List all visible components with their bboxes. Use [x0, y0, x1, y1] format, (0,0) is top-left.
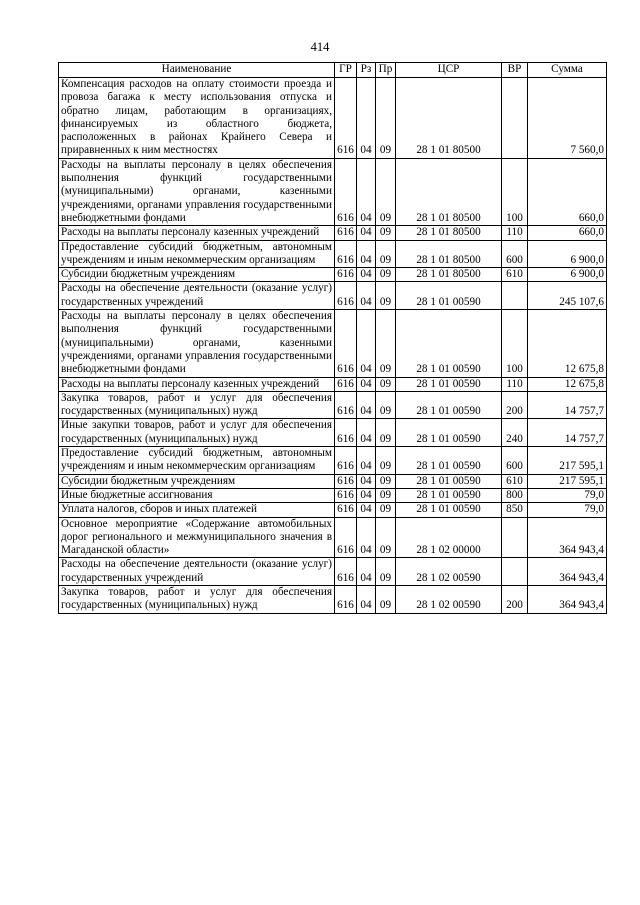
header-name: Наименование [59, 63, 335, 78]
cell-vr [502, 282, 528, 310]
cell-vr: 240 [502, 419, 528, 447]
cell-gr: 616 [335, 447, 357, 475]
cell-name: Расходы на выплаты персоналу в целях обеспечения выполнения функций государственными (муниципальными) органами, казенными учреждениями, органами управления государственными внебюджетными фондами [59, 310, 335, 377]
cell-pr: 09 [376, 517, 396, 558]
table-row [59, 226, 607, 240]
table-row [59, 474, 607, 488]
cell-sum: 7 560,0 [528, 78, 607, 159]
cell-gr: 616 [335, 240, 357, 268]
cell-csr: 28 1 01 00590 [396, 419, 502, 447]
header-rz: Рз [357, 63, 376, 78]
cell-name: Закупка товаров, работ и услуг для обеспечения государственных (муниципальных) нужд [59, 391, 335, 419]
cell-rz: 04 [357, 474, 376, 488]
cell-rz: 04 [357, 391, 376, 419]
cell-sum: 660,0 [528, 226, 607, 240]
cell-pr: 09 [376, 419, 396, 447]
table-row [59, 391, 607, 419]
cell-csr: 28 1 01 00590 [396, 377, 502, 391]
cell-sum: 364 943,4 [528, 558, 607, 586]
cell-name: Закупка товаров, работ и услуг для обеспечения государственных (муниципальных) нужд [59, 585, 335, 613]
cell-rz: 04 [357, 503, 376, 517]
cell-pr: 09 [376, 377, 396, 391]
cell-rz: 04 [357, 268, 376, 282]
cell-name: Расходы на выплаты персоналу казенных учреждений [59, 226, 335, 240]
cell-csr: 28 1 01 80500 [396, 240, 502, 268]
cell-vr: 110 [502, 226, 528, 240]
cell-gr: 616 [335, 391, 357, 419]
cell-pr: 09 [376, 78, 396, 159]
cell-name: Субсидии бюджетным учреждениям [59, 268, 335, 282]
cell-pr: 09 [376, 488, 396, 502]
table-row [59, 585, 607, 613]
cell-gr: 616 [335, 585, 357, 613]
cell-vr: 850 [502, 503, 528, 517]
cell-pr: 09 [376, 391, 396, 419]
cell-vr: 100 [502, 158, 528, 225]
header-row [59, 63, 607, 78]
cell-gr: 616 [335, 158, 357, 225]
cell-pr: 09 [376, 503, 396, 517]
table-row [59, 503, 607, 517]
header-vr: ВР [502, 63, 528, 78]
cell-rz: 04 [357, 226, 376, 240]
cell-sum: 14 757,7 [528, 419, 607, 447]
cell-pr: 09 [376, 585, 396, 613]
header-csr: ЦСР [396, 63, 502, 78]
table-row [59, 419, 607, 447]
cell-name: Компенсация расходов на оплату стоимости проезда и провоза багажа к месту использования отпуска и обратно лицам, работающим в организациях, финансируемых из областного бюджета, расположенных в районах Крайнего Севера и приравненных к ним местностях [59, 78, 335, 159]
cell-sum: 660,0 [528, 158, 607, 225]
cell-name: Расходы на обеспечение деятельности (оказание услуг) государственных учреждений [59, 558, 335, 586]
cell-gr: 616 [335, 419, 357, 447]
cell-vr [502, 78, 528, 159]
cell-vr: 100 [502, 310, 528, 377]
cell-pr: 09 [376, 447, 396, 475]
cell-vr [502, 517, 528, 558]
cell-sum: 12 675,8 [528, 377, 607, 391]
table-row [59, 447, 607, 475]
cell-gr: 616 [335, 226, 357, 240]
cell-sum: 6 900,0 [528, 268, 607, 282]
cell-gr: 616 [335, 488, 357, 502]
cell-gr: 616 [335, 474, 357, 488]
table-row [59, 240, 607, 268]
header-pr: Пр [376, 63, 396, 78]
cell-vr: 110 [502, 377, 528, 391]
table-row [59, 377, 607, 391]
cell-csr: 28 1 01 80500 [396, 268, 502, 282]
cell-gr: 616 [335, 310, 357, 377]
cell-vr: 610 [502, 474, 528, 488]
cell-name: Расходы на обеспечение деятельности (оказание услуг) государственных учреждений [59, 282, 335, 310]
cell-pr: 09 [376, 282, 396, 310]
table-header [59, 63, 607, 78]
cell-name: Предоставление субсидий бюджетным, автономным учреждениям и иным некоммерческим организациям [59, 447, 335, 475]
cell-gr: 616 [335, 558, 357, 586]
table-row [59, 558, 607, 586]
cell-csr: 28 1 02 00590 [396, 558, 502, 586]
cell-rz: 04 [357, 158, 376, 225]
table-row [59, 78, 607, 159]
cell-sum: 79,0 [528, 503, 607, 517]
cell-rz: 04 [357, 517, 376, 558]
cell-gr: 616 [335, 503, 357, 517]
cell-csr: 28 1 02 00000 [396, 517, 502, 558]
cell-name: Уплата налогов, сборов и иных платежей [59, 503, 335, 517]
cell-pr: 09 [376, 474, 396, 488]
cell-rz: 04 [357, 240, 376, 268]
table-row [59, 488, 607, 502]
cell-gr: 616 [335, 268, 357, 282]
cell-sum: 245 107,6 [528, 282, 607, 310]
cell-pr: 09 [376, 310, 396, 377]
cell-sum: 217 595,1 [528, 447, 607, 475]
cell-sum: 6 900,0 [528, 240, 607, 268]
cell-sum: 364 943,4 [528, 517, 607, 558]
cell-rz: 04 [357, 310, 376, 377]
cell-name: Субсидии бюджетным учреждениям [59, 474, 335, 488]
header-gr: ГР [335, 63, 357, 78]
cell-rz: 04 [357, 447, 376, 475]
cell-pr: 09 [376, 158, 396, 225]
cell-rz: 04 [357, 419, 376, 447]
cell-gr: 616 [335, 517, 357, 558]
table-row [59, 158, 607, 225]
cell-vr [502, 558, 528, 586]
cell-sum: 217 595,1 [528, 474, 607, 488]
cell-name: Иные закупки товаров, работ и услуг для обеспечения государственных (муниципальных) нужд [59, 419, 335, 447]
cell-vr: 200 [502, 391, 528, 419]
cell-rz: 04 [357, 78, 376, 159]
cell-pr: 09 [376, 268, 396, 282]
cell-csr: 28 1 01 80500 [396, 158, 502, 225]
cell-name: Иные бюджетные ассигнования [59, 488, 335, 502]
budget-table [58, 62, 607, 614]
cell-csr: 28 1 01 00590 [396, 503, 502, 517]
table-row [59, 268, 607, 282]
table-row [59, 310, 607, 377]
cell-sum: 14 757,7 [528, 391, 607, 419]
cell-sum: 79,0 [528, 488, 607, 502]
cell-rz: 04 [357, 585, 376, 613]
page-number: 414 [310, 40, 330, 54]
cell-vr: 200 [502, 585, 528, 613]
cell-csr: 28 1 01 80500 [396, 78, 502, 159]
cell-csr: 28 1 01 00590 [396, 282, 502, 310]
cell-csr: 28 1 02 00590 [396, 585, 502, 613]
cell-csr: 28 1 01 00590 [396, 447, 502, 475]
cell-vr: 610 [502, 268, 528, 282]
table-row [59, 517, 607, 558]
cell-csr: 28 1 01 00590 [396, 488, 502, 502]
cell-rz: 04 [357, 282, 376, 310]
cell-name: Расходы на выплаты персоналу в целях обеспечения выполнения функций государственными (муниципальными) органами, казенными учреждениями, органами управления государственными внебюджетными фондами [59, 158, 335, 225]
cell-csr: 28 1 01 00590 [396, 391, 502, 419]
cell-csr: 28 1 01 80500 [396, 226, 502, 240]
cell-vr: 600 [502, 447, 528, 475]
cell-csr: 28 1 01 00590 [396, 310, 502, 377]
cell-name: Основное мероприятие «Содержание автомобильных дорог регионального и межмуниципального значения в Магаданской области» [59, 517, 335, 558]
cell-vr: 800 [502, 488, 528, 502]
header-sum: Сумма [528, 63, 607, 78]
cell-vr: 600 [502, 240, 528, 268]
cell-csr: 28 1 01 00590 [396, 474, 502, 488]
cell-rz: 04 [357, 377, 376, 391]
cell-pr: 09 [376, 240, 396, 268]
table-body [59, 78, 607, 614]
cell-pr: 09 [376, 226, 396, 240]
cell-gr: 616 [335, 282, 357, 310]
cell-sum: 364 943,4 [528, 585, 607, 613]
cell-name: Расходы на выплаты персоналу казенных учреждений [59, 377, 335, 391]
cell-rz: 04 [357, 558, 376, 586]
cell-sum: 12 675,8 [528, 310, 607, 377]
cell-gr: 616 [335, 78, 357, 159]
cell-gr: 616 [335, 377, 357, 391]
cell-pr: 09 [376, 558, 396, 586]
table-row [59, 282, 607, 310]
cell-name: Предоставление субсидий бюджетным, автономным учреждениям и иным некоммерческим организациям [59, 240, 335, 268]
cell-rz: 04 [357, 488, 376, 502]
